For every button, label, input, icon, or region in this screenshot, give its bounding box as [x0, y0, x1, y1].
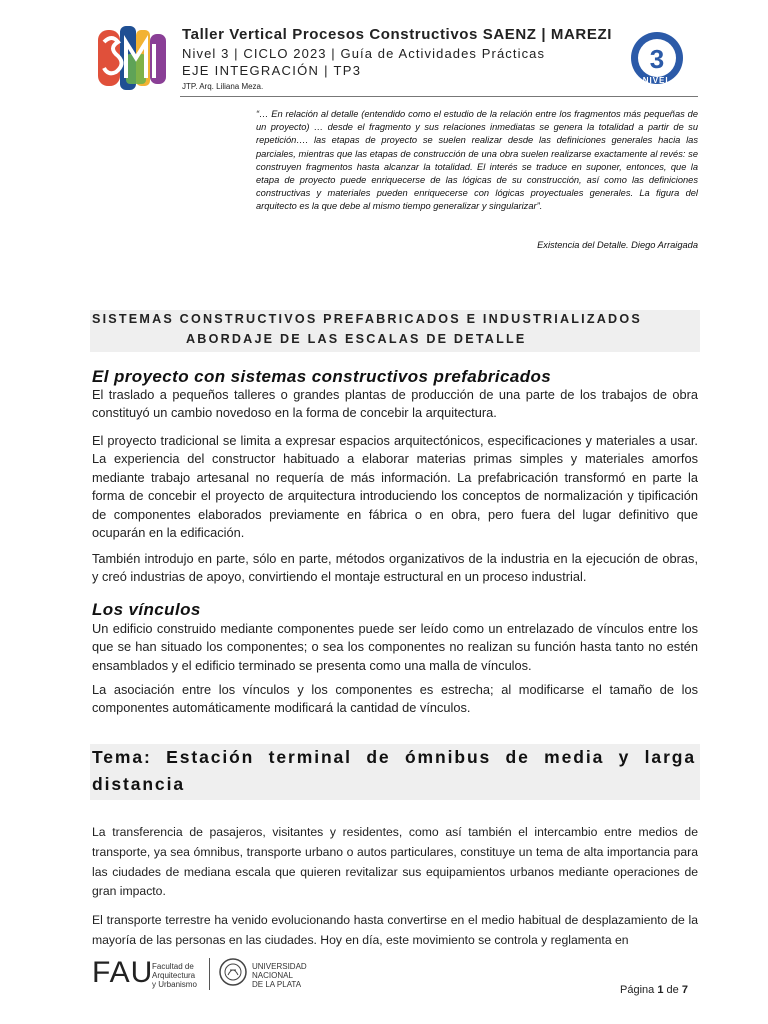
section-title-line2: ABORDAJE DE LAS ESCALAS DE DETALLE: [186, 332, 527, 346]
paragraph-traslado: El traslado a pequeños talleres o grandes plantas de producción de una parte de los trabajos de obra constituyó un cambio novedoso en la forma de concebir la arquitectura.: [92, 387, 698, 421]
paragraph-asociacion: La asociación entre los vínculos y los componentes es estrecha; al modificarse el tamaño de los componentes automáticamente modificará la cantidad de vínculos.: [92, 682, 698, 716]
page-word: Página: [620, 984, 655, 996]
fau-name-line2: Arquitectura: [152, 971, 196, 980]
header-divider: [180, 96, 698, 97]
header-jtp: JTP. Arq. Liliana Meza.: [182, 82, 264, 91]
epigraph-quote: “… En relación al detalle (entendido como el estudio de la relación entre los fragmentos más pequeñas de un proyecto) … desde el fragmento y sus relaciones inmediatas se genera la totalidad a partir de su repetición…. las etapas de proyecto se suelen realizar desde las definiciones generales hacia las parciales, mientras que las etapas de construcción de una obra suelen realizarse exactamente al revés: se construyen fragmentos hasta alcanzar la totalidad. El interés se traduce en suponer, entonces, que la etapa de proyecto puede enriquecerse de las lógicas de su construcción, así como las definiciones constructivas y materiales pueden enriquecerse con lógicas proyectuales generales. La figura del arquitecto es la que debe al mismo tiempo generalizar y singularizar”.: [256, 109, 698, 212]
header-block: [182, 26, 622, 91]
paragraph-transporte: El transporte terrestre ha venido evolucionando hasta convertirse en el medio habitual de desplazamiento de la mayoría de las personas en las ciudades. Hoy en día, este movimiento se controla y reglamenta en: [92, 913, 698, 947]
unlp-name-line3: DE LA PLATA: [252, 980, 302, 989]
unlp-seal-icon: [218, 956, 248, 988]
fau-name: [152, 962, 197, 989]
fau-name-line1: Facultad de: [152, 962, 194, 971]
header-title: Taller Vertical Procesos Constructivos SAENZ | MAREZI: [182, 26, 612, 43]
epigraph-citation: Existencia del Detalle. Diego Arraigada: [537, 240, 698, 250]
fau-name-line3: y Urbanismo: [152, 980, 197, 989]
heading-prefabricados: El proyecto con sistemas constructivos prefabricados: [92, 367, 552, 386]
paragraph-transferencia: La transferencia de pasajeros, visitantes y residentes, como así también el intercambio entre medios de transporte, ya sea ómnibus, transporte urbano o autos particulares, constituye un tema de alta importancia para las ciudades de mediana escala que quieren revitalizar sus equipamientos urbanos mediante operaciones de gran impacto.: [92, 825, 698, 899]
nivel-badge: [626, 30, 688, 86]
heading-vinculos: Los vínculos: [92, 600, 201, 619]
footer-divider: [209, 958, 210, 990]
paragraph-metodos: También introdujo en parte, sólo en parte, métodos organizativos de la industria en la ejecución de obras, y creó industrias de apoyo, convirtiendo el montaje estructural en un proceso industrial.: [92, 551, 698, 585]
header-level-cycle: Nivel 3 | CICLO 2023 | Guía de Actividades Prácticas: [182, 46, 546, 61]
unlp-name-line1: UNIVERSIDAD: [252, 962, 307, 971]
page-current: 1: [657, 984, 664, 996]
unlp-name: [252, 962, 307, 989]
fau-logo: FAU: [92, 956, 154, 989]
section-title-line1: SISTEMAS CONSTRUCTIVOS PREFABRICADOS E INDUSTRIALIZADOS: [92, 312, 642, 326]
paragraph-proyecto-tradicional: El proyecto tradicional se limita a expresar espacios arquitectónicos, especificaciones y materiales a usar. La experiencia del constructor habituado a elaborar materias primas simples y materiales amorfos mediante trabajo artesanal no requería de más información. La prefabricación transformó en parte la forma de concebir el proyecto de arquitectura introduciendo los conceptos de normalización y tipificación de componentes elaborados previamente en fábrica o en obra, pero fuera del lugar definitivo que ocuparán en la edificación.: [92, 433, 698, 541]
page-total: 7: [681, 984, 688, 996]
badge-label: NIVEL: [642, 76, 672, 85]
sm-logo: [96, 24, 168, 92]
paragraph-edificio: Un edificio construido mediante componentes puede ser leído como un entrelazado de vínculos entre los que se han situado los componentes; o sea los componentes no realizan su función hasta tanto no estén ensamblados y el edificio terminado se presenta como una malla de vínculos.: [92, 621, 698, 673]
page-of: de: [666, 984, 679, 996]
tema-title: Tema: Estación terminal de ómnibus de media y larga distancia: [92, 747, 696, 794]
page-number: [620, 984, 688, 996]
badge-number: 3: [649, 44, 665, 74]
unlp-name-line2: NACIONAL: [252, 971, 293, 980]
header-axis: EJE INTEGRACIÓN | TP3: [182, 63, 362, 78]
